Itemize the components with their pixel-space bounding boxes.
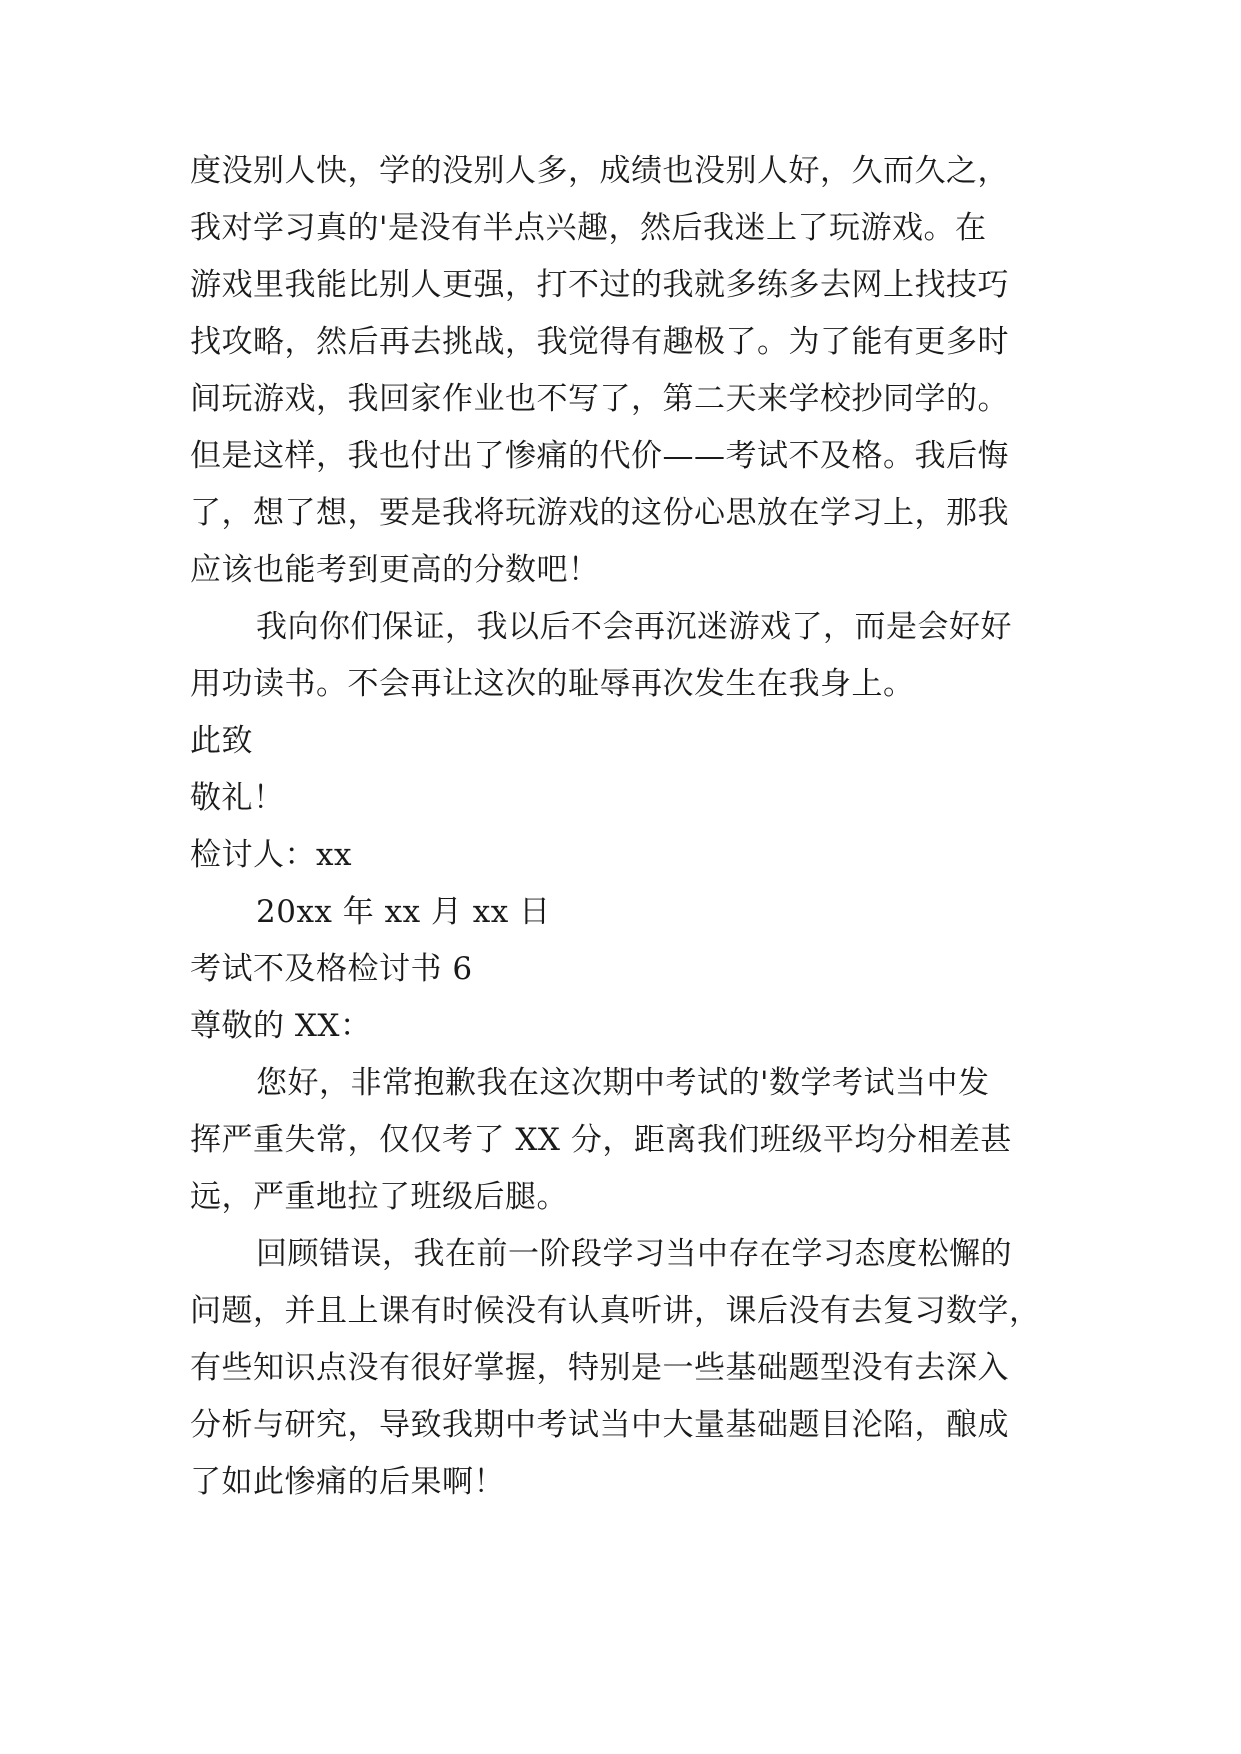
text-line: 游戏里我能比别人更强，打不过的我就多练多去网上找技巧: [190, 267, 1009, 303]
text-line: 了，想了想，要是我将玩游戏的这份心思放在学习上，那我: [190, 495, 1009, 531]
paragraph-start-line: 我向你们保证，我以后不会再沉迷游戏了，而是会好好: [256, 609, 1012, 645]
greeting: 尊敬的 XX：: [190, 1008, 372, 1044]
section-title: 考试不及格检讨书 6: [190, 951, 473, 987]
text-line: 度没别人快，学的没别人多，成绩也没别人好，久而久之，: [190, 153, 1009, 189]
text-line: 了如此惨痛的后果啊！: [190, 1464, 505, 1500]
text-line: 用功读书。不会再让这次的耻辱再次发生在我身上。: [190, 666, 915, 702]
text-line: 有些知识点没有很好掌握，特别是一些基础题型没有去深入: [190, 1350, 1009, 1386]
text-line: 应该也能考到更高的分数吧！: [190, 552, 600, 588]
paragraph-start-line: 回顾错误，我在前一阶段学习当中存在学习态度松懈的: [256, 1236, 1012, 1272]
text-line: 找攻略，然后再去挑战，我觉得有趣极了。为了能有更多时: [190, 324, 1009, 360]
signature-line: 检讨人：xx: [190, 837, 352, 873]
text-line: 间玩游戏，我回家作业也不写了，第二天来学校抄同学的。: [190, 381, 1009, 417]
text-line: 但是这样，我也付出了惨痛的代价——考试不及格。我后悔: [190, 438, 1009, 474]
text-line: 挥严重失常，仅仅考了 XX 分，距离我们班级平均分相差甚: [190, 1122, 1012, 1158]
closing-salutation: 此致: [190, 723, 253, 759]
text-line: 分析与研究，导致我期中考试当中大量基础题目沦陷，酿成: [190, 1407, 1009, 1443]
closing-regards: 敬礼！: [190, 780, 285, 816]
text-line: 远，严重地拉了班级后腿。: [190, 1179, 568, 1215]
paragraph-start-line: 您好，非常抱歉我在这次期中考试的'数学考试当中发: [256, 1065, 990, 1101]
text-line: 我对学习真的'是没有半点兴趣，然后我迷上了玩游戏。在: [190, 210, 987, 246]
date-line: 20xx 年 xx 月 xx 日: [256, 894, 551, 930]
text-line: 问题，并且上课有时候没有认真听讲，课后没有去复习数学，: [190, 1293, 1041, 1329]
